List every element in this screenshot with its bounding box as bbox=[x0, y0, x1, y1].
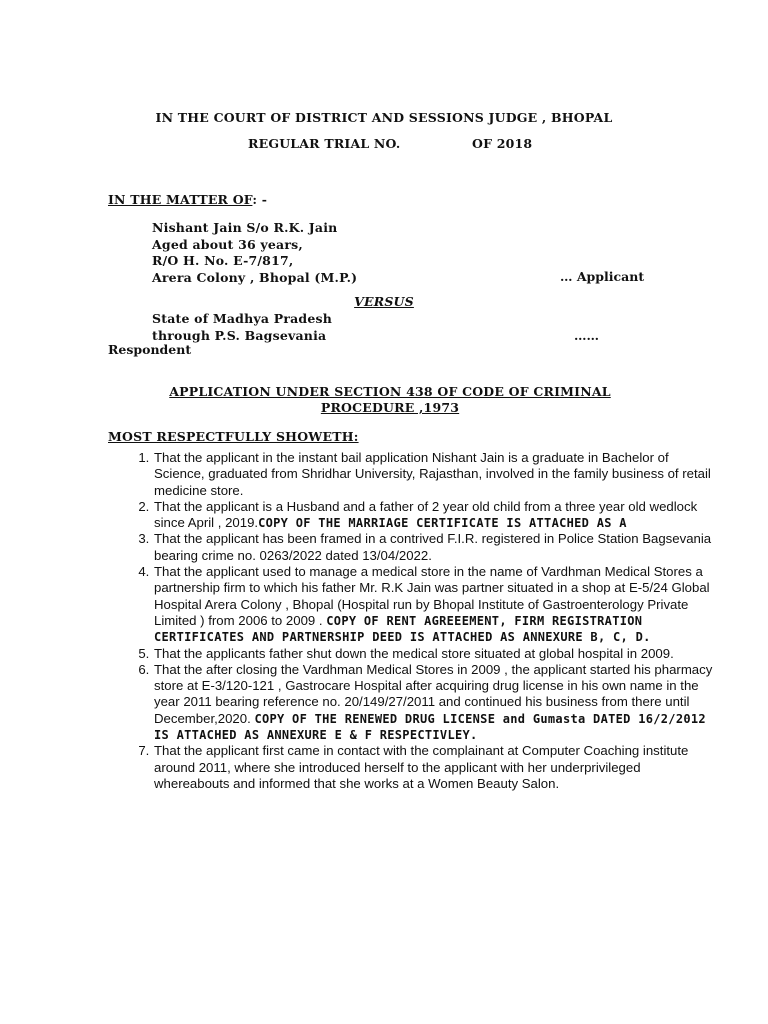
application-title bbox=[140, 384, 640, 416]
paragraph-bold: COPY OF RENT AGREEEMENT, FIRM REGISTRATION CERTIFICATES AND PARTNERSHIP DEED IS ATTACHED AS ANNEXURE B, C, D. bbox=[154, 613, 651, 645]
showeth-heading: MOST RESPECTFULLY SHOWETH: bbox=[108, 429, 359, 444]
matter-heading bbox=[108, 192, 267, 207]
application-title-line-2: PROCEDURE ,1973 bbox=[320, 400, 460, 415]
court-title: IN THE COURT OF DISTRICT AND SESSIONS JUDGE , BHOPAL bbox=[155, 110, 613, 125]
respondent-name: State of Madhya Pradesh bbox=[152, 311, 333, 326]
paragraph-text: That the applicant in the instant bail application Nishant Jain is a graduate in Bachelor of Science, graduated from Shridhar University, Rajasthan, involved in the family business of retail medicine store. bbox=[154, 450, 711, 498]
paragraph-text: That the applicant has been framed in a contrived F.I.R. registered in Police Station Bagsevania bearing crime no. 0263/2022 dated 13/04/2022. bbox=[154, 531, 712, 563]
matter-label: IN THE MATTER OF bbox=[108, 192, 253, 207]
paragraph-item bbox=[153, 662, 713, 743]
paragraph-bold: COPY OF THE MARRIAGE CERTIFICATE IS ATTACHED AS A bbox=[258, 516, 627, 531]
paragraph-text: That the after closing the Vardhman Medical Stores in 2009 , the applicant started his pharmacy store at E-3/120-121 , Gastrocare Hospital after acquiring drug license in his own name in the year 2011 bearing reference no. 20/149/27/2011 and continued his business from there until December,2020. bbox=[154, 661, 713, 726]
paragraph-bold: COPY OF THE RENEWED DRUG LICENSE and Gumasta DATED 16/2/2012 IS ATTACHED AS ANNEXURE E & F RESPECTIVLEY. bbox=[154, 711, 706, 743]
applicant-name: Nishant Jain S/o R.K. Jain bbox=[152, 220, 338, 235]
paragraph-item bbox=[153, 564, 713, 645]
paragraph-item bbox=[153, 499, 713, 532]
application-title-line-1: APPLICATION UNDER SECTION 438 OF CODE OF CRIMINAL bbox=[169, 384, 611, 399]
paragraph-text: That the applicant first came in contact with the complainant at Computer Coaching institute around 2011, where she introduced herself to the applicant with her underprivileged whereabouts and informed that she works at a Women Beauty Salon. bbox=[154, 743, 689, 791]
paragraph-text: That the applicants father shut down the medical store situated at global hospital in 2009. bbox=[154, 645, 674, 661]
versus-label: VERSUS bbox=[354, 294, 414, 309]
trial-label: REGULAR TRIAL NO. bbox=[248, 136, 401, 151]
respondent-through: through P.S. Bagsevania bbox=[152, 327, 327, 343]
paragraph-text: That the applicant is a Husband and a father of 2 year old child from a three year old wedlock since April , 2019. bbox=[154, 498, 698, 531]
applicant-role: … Applicant bbox=[560, 269, 645, 284]
applicant-address-2: Arera Colony , Bhopal (M.P.) bbox=[152, 269, 358, 285]
paragraph-item bbox=[153, 646, 713, 662]
applicant-address-1: R/O H. No. E-7/817, bbox=[152, 253, 294, 268]
applicant-block bbox=[152, 220, 357, 286]
paragraph-item bbox=[153, 450, 713, 499]
paragraph-text: That the applicant used to manage a medical store in the name of Vardhman Medical Stores a partnership firm to which his father Mr. R.K Jain was partner situated in a shop at E-5/24 Global Hospital Arera Colony , Bhopal (Hospital run by Bhopal Institute of Gastroenterology Private Limited ) from 2006 to 2009 . bbox=[154, 564, 710, 628]
trial-year: OF 2018 bbox=[472, 136, 533, 151]
matter-suffix: : - bbox=[252, 192, 268, 207]
respondent-block bbox=[152, 311, 332, 344]
paragraph-list bbox=[108, 450, 713, 792]
respondent-role: Respondent bbox=[108, 342, 192, 357]
respondent-dots: …… bbox=[574, 328, 599, 343]
paragraph-item bbox=[153, 743, 713, 792]
paragraph-item bbox=[153, 531, 713, 564]
trial-number-line bbox=[248, 136, 533, 151]
applicant-age: Aged about 36 years, bbox=[152, 236, 303, 252]
